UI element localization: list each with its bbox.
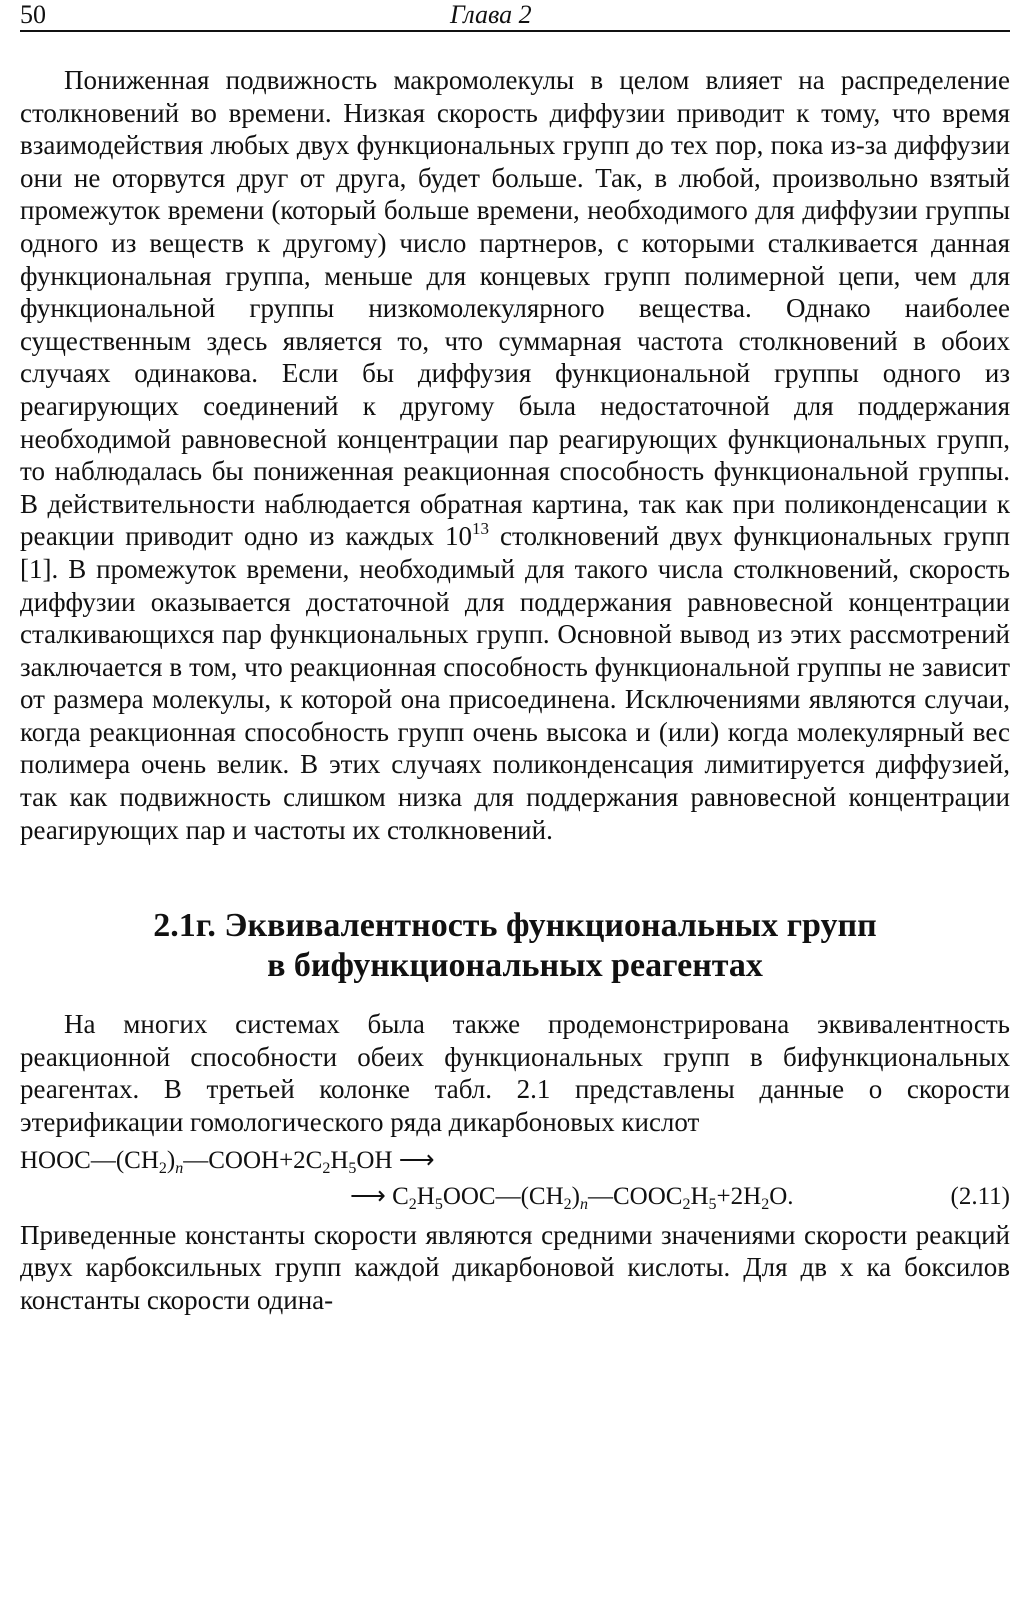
eq-l1-sub-n: n bbox=[175, 1159, 184, 1177]
eq-l2-sub-n: n bbox=[580, 1195, 588, 1213]
eq-l2-sub-5: 5 bbox=[708, 1195, 717, 1213]
eq-l2-part-h: O. bbox=[769, 1182, 794, 1210]
eq-l1-sub-3: 5 bbox=[348, 1159, 357, 1177]
eq-l1-sub-2: 2 bbox=[322, 1159, 331, 1177]
eq-l2-sub-6: 2 bbox=[761, 1195, 770, 1213]
eq-l2-part-d: ) bbox=[571, 1182, 580, 1210]
book-page bbox=[20, 0, 1010, 1600]
eq-l1-part-a: HOOC—(CH bbox=[20, 1146, 159, 1174]
paragraph-equivalence: На многих системах была также продемонстрирована эквивалентность реакционной способности обеих функциональных групп в бифункциональных реагентах. В третьей колонке табл. 2.1 представлены данные о скорости этерификации гомологического ряда дикарбоновых кислот bbox=[20, 1009, 1010, 1138]
eq-l2-part-a: ⟶ C bbox=[350, 1182, 409, 1210]
eq-l1-part-c: —COOH+2C bbox=[183, 1146, 323, 1174]
header-rule bbox=[20, 30, 1010, 32]
section-heading-line2: в бифункциональных реагентах bbox=[267, 947, 763, 985]
eq-l2-sub-3: 2 bbox=[563, 1195, 572, 1213]
eq-l2-sub-4: 2 bbox=[682, 1195, 691, 1213]
page-header bbox=[20, 0, 1010, 34]
eq-l2-sub-2: 5 bbox=[434, 1195, 443, 1213]
eq-l2-part-b: H bbox=[416, 1182, 435, 1210]
paragraph-diffusion-text-a: Пониженная подвижность макромолекулы в целом влияет на распределение столкновений во времени. Низкая скорость диффузии приводит к тому, что время взаимодействия любых двух функциональных групп до тех пор, пока из-за диффузии они не оторвутся друг от друга, будет больше. Так, в любой, произвольно взятый промежуток времени (который больше времени, необходимого для диффузии группы одного из веществ к другому) число партнеров, с которыми сталкивается данная функциональная группа, меньше для концевых групп полимерной цепи, чем для функциональной группы низкомолекулярного вещества. Однако наиболее существенным здесь является то, что суммарная частота столкновений в обоих случаях одинакова. Если бы диффузия функциональной группы одного из реагирующих соединений к другому была недостаточной для поддержания необходимой равновесной концентрации пар реагирующих функциональных групп, то наблюдалась бы пониженная реакционная способность функциональной группы. В действительности наблюдается обратная картина, так как при поликонденсации к реакции приводит одно из каждых 10 bbox=[20, 65, 1010, 552]
eq-l1-sub-1: 2 bbox=[158, 1159, 167, 1177]
eq-l2-part-c: OOC—(CH bbox=[442, 1182, 564, 1210]
eq-l1-part-d: H bbox=[330, 1146, 349, 1174]
running-head-chapter: Глава 2 bbox=[450, 0, 532, 29]
paragraph-rate-constants: Приведенные константы скорости являются средними значениями скорости реакций двух карбоксильных групп каждой дикарбоновой кислоты. Для дв х ка боксилов константы скорости одина- bbox=[20, 1219, 1010, 1315]
exponent-13: 13 bbox=[472, 519, 490, 539]
paragraph-diffusion-text-b: столкновений двух функциональных групп [1]. В промежуток времени, необходимый для такого числа столкновений, скорость диффузии оказывается достаточной для поддержания равновесной концентрации сталкивающихся пар функциональных групп. Основной вывод из этих рассмотрений заключается в том, что реакционная способность функциональной группы не зависит от размера молекулы, к которой она присоединена. Исключениями являются случаи, когда реакционная способность групп очень высока и (или) когда молекулярный вес полимера очень велик. В этих случаях поликонденсация лимитируется диффузией, так как подвижность слишком низка для поддержания равновесной концентрации реагирующих пар и частоты их столкновений. bbox=[20, 521, 1010, 845]
equation-line-2 bbox=[20, 1179, 1010, 1215]
eq-l2-part-e: —COOC bbox=[588, 1182, 683, 1210]
eq-l2-sub-1: 2 bbox=[408, 1195, 417, 1213]
eq-l1-part-e: OH ⟶ bbox=[356, 1146, 435, 1174]
paragraph-diffusion bbox=[20, 64, 1010, 846]
equation-number: (2.11) bbox=[950, 1182, 1010, 1210]
eq-l2-part-g: +2H bbox=[716, 1182, 762, 1210]
equation-line-1 bbox=[20, 1143, 1010, 1179]
eq-l1-part-b: ) bbox=[166, 1146, 176, 1174]
equation-2-11 bbox=[20, 1143, 1010, 1215]
equation-line-2-expression bbox=[350, 1179, 794, 1215]
page-number: 50 bbox=[20, 0, 46, 29]
section-heading-line1: 2.1г. Эквивалентность функциональных групп bbox=[153, 907, 877, 945]
eq-l2-part-f: H bbox=[690, 1182, 709, 1210]
section-heading bbox=[20, 906, 1010, 986]
